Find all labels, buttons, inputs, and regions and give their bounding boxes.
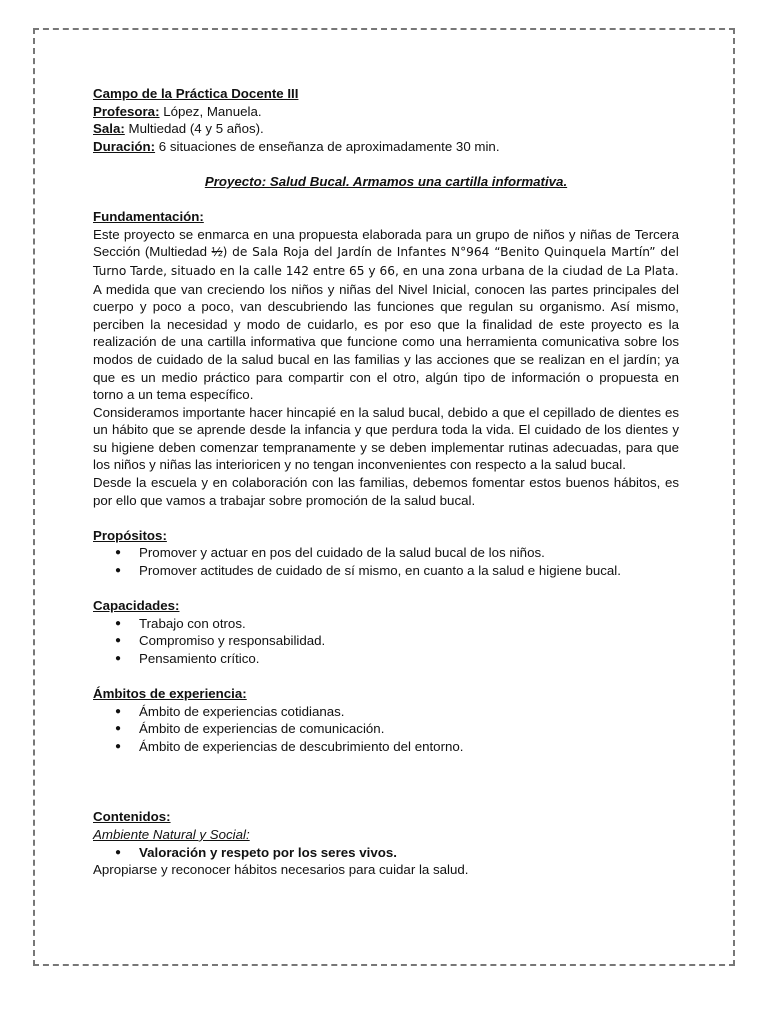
capacidades-list <box>93 615 679 668</box>
ambitos-list <box>93 703 679 756</box>
teacher-value: López, Manuela. <box>159 103 262 119</box>
fundamentacion-heading: Fundamentación: <box>93 209 204 225</box>
list-item: ● Compromiso y responsabilidad. <box>93 632 679 650</box>
list-item: ● Valoración y respeto por los seres vivos. <box>93 844 679 862</box>
fundamentacion-paragraph-1 <box>93 226 679 281</box>
teacher-label: Profesora: <box>93 103 160 119</box>
duration-label: Duración: <box>93 138 156 154</box>
contenidos-list <box>93 844 679 862</box>
list-item: ● Trabajo con otros. <box>93 615 679 633</box>
list-item: ● Pensamiento crítico. <box>93 650 679 668</box>
duration-value: 6 situaciones de enseñanza de aproximadamente 30 min. <box>155 138 500 154</box>
document-body <box>93 85 679 879</box>
propositos-heading: Propósitos: <box>93 527 167 543</box>
fundamentacion-paragraph-4: Desde la escuela y en colaboración con las familias, debemos fomentar estos buenos hábitos, es por ello que vamos a trabajar sobre promoción de la salud bucal. <box>93 475 679 508</box>
list-item: ● Ámbito de experiencias de comunicación. <box>93 720 679 738</box>
contenidos-text: Apropiarse y reconocer hábitos necesarios para cuidar la salud. <box>93 862 469 878</box>
list-item: ● Ámbito de experiencias de descubrimiento del entorno. <box>93 738 679 756</box>
struck-fraction: ½ <box>211 244 223 260</box>
capacidades-heading: Capacidades: <box>93 598 180 614</box>
project-title: Proyecto: Salud Bucal. Armamos una cartilla informativa. <box>204 173 568 189</box>
fundamentacion-paragraph-2: A medida que van creciendo los niños y niñas del Nivel Inicial, conocen las partes principales del cuerpo y poco a poco, van descubriendo las funciones que regulan su organismo. Así mismo, perciben la necesidad y modo de cuidarlo, es por eso que la finalidad de este proyecto es la realización de una cartilla informativa que funcione como una herramienta comunicativa sobre los modos de cuidado de la salud bucal en las familias y las acciones que se realizan en el jardín; ya que es un medio práctico para compartir con el otro, algún tipo de información o propuesta en torno a un tema específico. <box>93 281 679 403</box>
contenidos-subheading: Ambiente Natural y Social: <box>93 826 250 842</box>
paragraph-1-start: Este proyecto se enmarca en una propuesta elaborada para un grupo de niños y niñas de Tercera Sección (Multiedad <box>93 226 679 260</box>
paragraph-1-end: ) de Sala Roja del Jardín de Infantes N°964 “Benito Quinquela Martín” del Turno Tarde, situado en la calle 142 entre 65 y 66, en una zona urbana de la ciudad de La Plata. <box>93 245 679 278</box>
room-value: Multiedad (4 y 5 años). <box>124 121 264 137</box>
list-item: ● Promover y actuar en pos del cuidado de la salud bucal de los niños. <box>93 544 679 562</box>
fundamentacion-paragraph-3: Consideramos importante hacer hincapié en la salud bucal, debido a que el cepillado de dientes es un hábito que se aprende desde la infancia y que perdura toda la vida. El cuidado de los dientes y su higiene deben comenzar tempranamente y se deben implementar rutinas adecuadas, para que los niños y niñas las interioricen y no tengan inconvenientes con respecto a la salud bucal. <box>93 404 679 473</box>
teacher-line <box>93 103 679 121</box>
propositos-list <box>93 544 679 579</box>
duration-line <box>93 138 679 156</box>
room-label: Sala: <box>93 121 125 137</box>
list-item: ● Promover actitudes de cuidado de sí mismo, en cuanto a la salud e higiene bucal. <box>93 562 679 580</box>
ambitos-heading: Ámbitos de experiencia: <box>93 686 247 702</box>
room-line <box>93 120 679 138</box>
list-item: ● Ámbito de experiencias cotidianas. <box>93 703 679 721</box>
course-title: Campo de la Práctica Docente III <box>93 86 299 101</box>
contenidos-heading: Contenidos: <box>93 809 171 825</box>
